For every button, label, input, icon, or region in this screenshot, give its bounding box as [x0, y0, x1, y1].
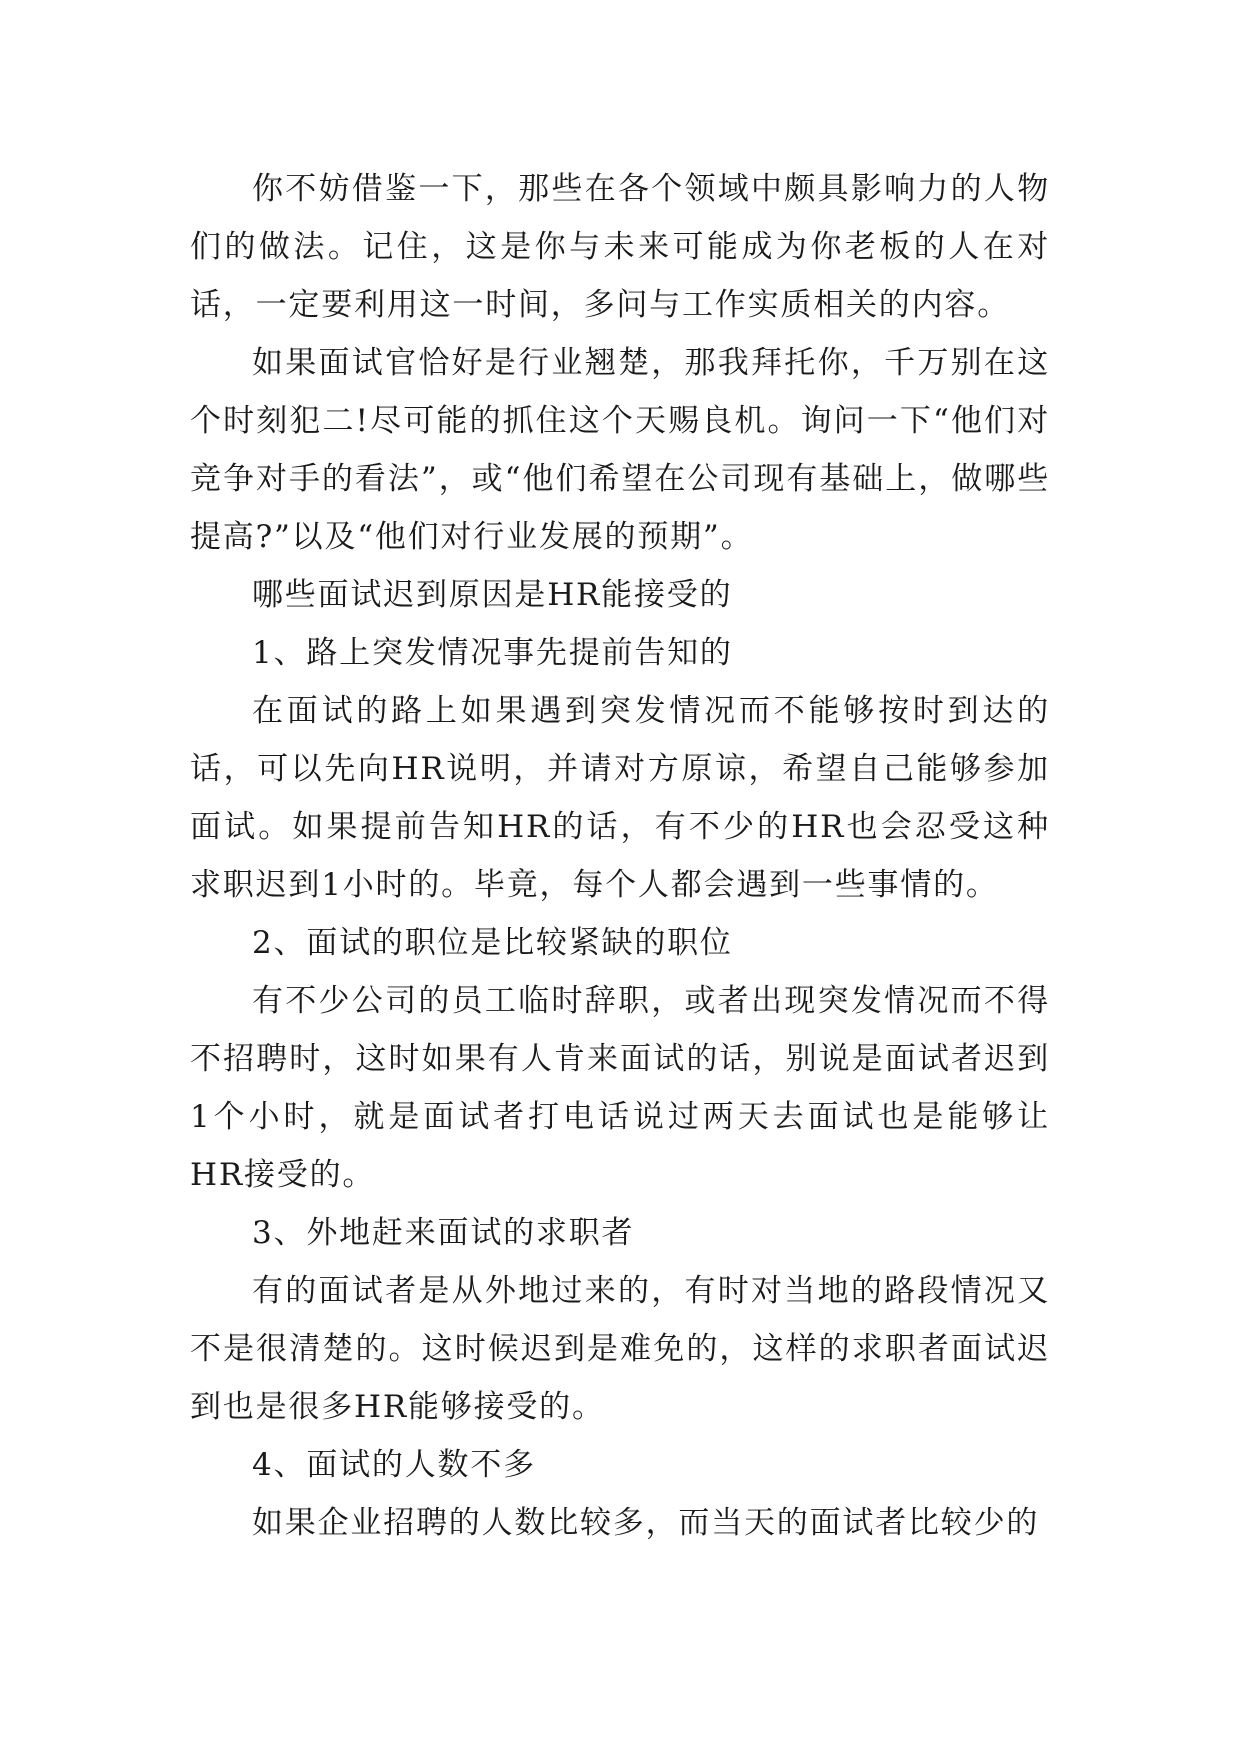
- list-item-heading: 4、面试的人数不多: [252, 1447, 536, 1483]
- paragraph: 你不妨借鉴一下，那些在各个领域中颇具影响力的人物们的做法。记住，这是你与未来可能成为你老板的人在对话，一定要利用这一时间，多问与工作实质相关的内容。: [190, 171, 1050, 323]
- document-body: [190, 160, 1050, 1552]
- paragraph: 如果面试官恰好是行业翘楚，那我拜托你，千万别在这个时刻犯二!尽可能的抓住这个天赐良机。询问一下“他们对竞争对手的看法”，或“他们希望在公司现有基础上，做哪些提高?”以及“他们对行业发展的预期”。: [190, 345, 1050, 555]
- list-item-heading: 1、路上突发情况事先提前告知的: [252, 635, 733, 671]
- list-item-heading: 3、外地赶来面试的求职者: [252, 1215, 635, 1251]
- paragraph: 如果企业招聘的人数比较多，而当天的面试者比较少的: [252, 1505, 1040, 1541]
- paragraph: 有不少公司的员工临时辞职，或者出现突发情况而不得不招聘时，这时如果有人肯来面试的话，别说是面试者迟到1个小时，就是面试者打电话说过两天去面试也是能够让HR接受的。: [190, 983, 1050, 1193]
- section-heading: 哪些面试迟到原因是HR能接受的: [252, 577, 733, 613]
- paragraph: 有的面试者是从外地过来的，有时对当地的路段情况又不是很清楚的。这时候迟到是难免的，这样的求职者面试迟到也是很多HR能够接受的。: [190, 1273, 1050, 1425]
- list-item-heading: 2、面试的职位是比较紧缺的职位: [252, 925, 733, 961]
- paragraph: 在面试的路上如果遇到突发情况而不能够按时到达的话，可以先向HR说明，并请对方原谅，希望自己能够参加面试。如果提前告知HR的话，有不少的HR也会忍受这种求职迟到1小时的。毕竟，每个人都会遇到一些事情的。: [190, 693, 1050, 903]
